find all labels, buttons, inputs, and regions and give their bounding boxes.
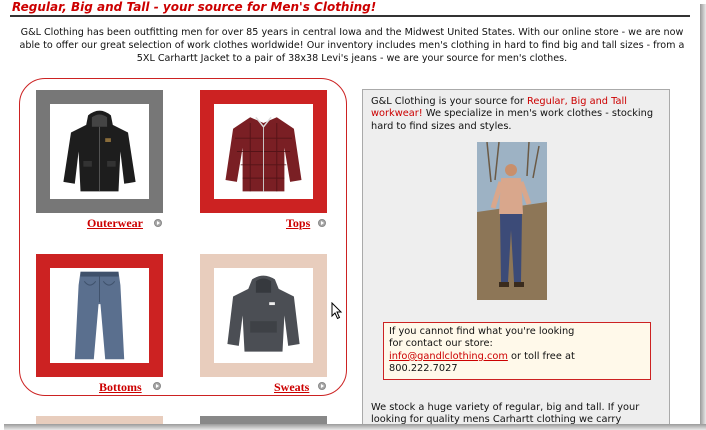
tops-tile[interactable] (200, 90, 327, 213)
sidebar-intro-accent: Regular, Big and Tall workwear! (371, 96, 627, 120)
sidebar-footer-text: We stock a huge variety of regular, big and tall. If your looking for quality mens Carhartt clothing we carry (371, 402, 640, 424)
title-divider (10, 15, 690, 17)
contact-tollfree-text: or toll free at (507, 350, 575, 362)
bottoms-link[interactable]: Bottoms (99, 380, 142, 394)
contact-line-2: for contact our store: (389, 338, 493, 350)
arrow-go-icon[interactable] (154, 219, 162, 227)
contact-line-3 (389, 351, 645, 363)
contact-box (383, 322, 651, 380)
arrow-go-icon[interactable] (318, 219, 326, 227)
bottoms-jeans-icon (50, 268, 149, 363)
page-title: Regular, Big and Tall - your source for Men's Clothing! (12, 0, 377, 14)
sidebar-intro-text: G&L Clothing is your source for (371, 96, 527, 107)
tops-link[interactable]: Tops (286, 216, 311, 230)
tops-flannel-shirt-icon (214, 104, 313, 199)
more-tile-edge (200, 416, 327, 424)
window-shadow-right (700, 4, 706, 430)
sidebar-intro-text-2: We specialize in men's work clothes - stocking hard to find sizes and styles. (371, 108, 654, 132)
intro-paragraph: G&L Clothing has been outfitting men for over 85 years in central Iowa and the Midwest United States. With our online store - we are now able to offer our great selection of work clothes worldwide! Our inventory includes men's clothing in hard to find big and tall sizes - from a 5XL Carhartt Jacket to a pair of 38x38 Levi's jeans - we are your source for men's clothes. (19, 27, 685, 64)
contact-line-1: If you cannot find what you're looking (389, 326, 575, 337)
sweats-hoodie-icon (214, 268, 313, 363)
sweats-tile[interactable] (200, 254, 327, 377)
outerwear-jacket-icon (50, 104, 149, 199)
sidebar-intro (371, 96, 661, 133)
contact-email-link[interactable]: info@gandlclothing.com (389, 350, 508, 362)
more-tile-edge (36, 416, 163, 424)
sweats-link[interactable]: Sweats (274, 380, 310, 394)
mouse-cursor-icon (331, 302, 343, 320)
outerwear-link[interactable]: Outerwear (87, 216, 143, 230)
contact-phone: 800.222.7027 (389, 363, 458, 375)
arrow-go-icon[interactable] (153, 382, 161, 390)
bottoms-tile[interactable] (36, 254, 163, 377)
outerwear-tile[interactable] (36, 90, 163, 213)
model-photo-icon (477, 142, 547, 300)
arrow-go-icon[interactable] (318, 382, 326, 390)
sidebar-panel (362, 89, 670, 424)
window-shadow-bottom (4, 424, 706, 430)
